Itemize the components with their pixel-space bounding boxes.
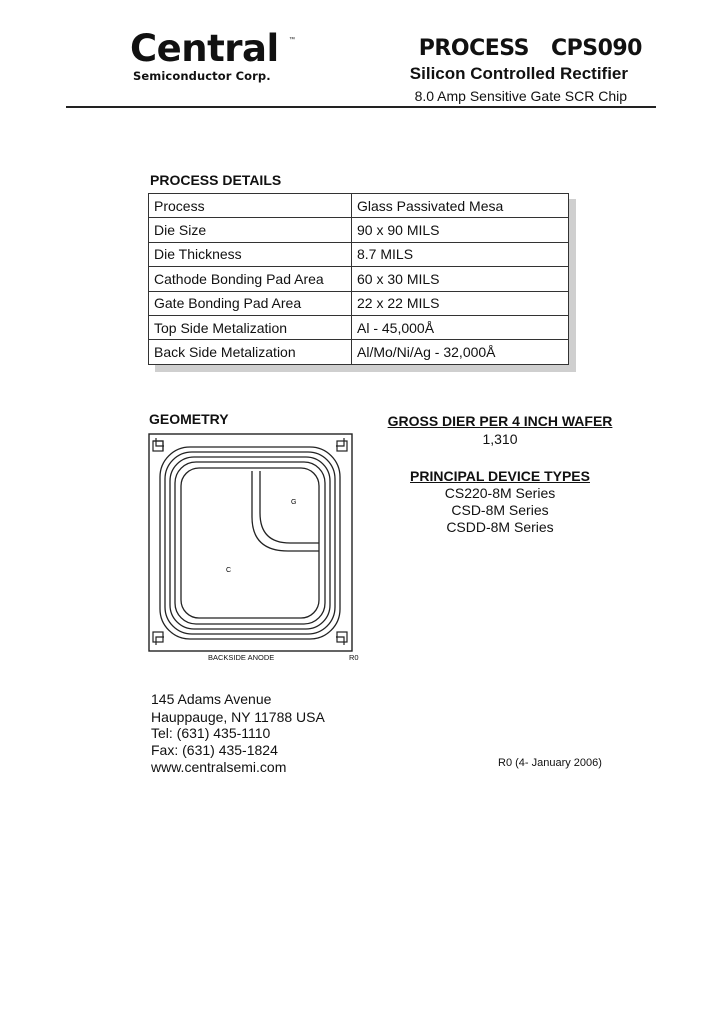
- row-value: Al/Mo/Ni/Ag - 32,000Å: [352, 340, 569, 364]
- table-row: [149, 194, 569, 218]
- gate-label: G: [291, 499, 297, 506]
- process-details-heading: PROCESS DETAILS: [150, 172, 282, 188]
- row-value: Al - 45,000Å: [352, 315, 569, 339]
- row-label: Process: [149, 194, 352, 218]
- row-value: 8.7 MILS: [352, 242, 569, 266]
- row-value: Glass Passivated Mesa: [352, 194, 569, 218]
- row-label: Die Size: [149, 218, 352, 242]
- table-row: [149, 242, 569, 266]
- process-code: CPS090: [550, 36, 642, 61]
- corner-marks: [153, 438, 347, 645]
- document-subtitle: 8.0 Amp Sensitive Gate SCR Chip: [414, 88, 627, 104]
- document-title: Silicon Controlled Rectifier: [409, 64, 628, 83]
- process-label: PROCESS: [418, 36, 529, 61]
- row-label: Cathode Bonding Pad Area: [149, 267, 352, 291]
- header-divider: [66, 106, 656, 108]
- document-revision: R0 (4- January 2006): [498, 757, 602, 769]
- device-type-item: CS220-8M Series: [444, 485, 556, 501]
- process-title: [419, 36, 642, 61]
- device-type-item: CSD-8M Series: [451, 502, 549, 518]
- table-row: [149, 340, 569, 364]
- geometry-heading: GEOMETRY: [149, 411, 229, 427]
- row-value: 90 x 90 MILS: [352, 218, 569, 242]
- row-value: 60 x 30 MILS: [352, 267, 569, 291]
- row-label: Top Side Metalization: [149, 315, 352, 339]
- company-subtitle: Semiconductor Corp.: [133, 69, 271, 83]
- device-type-item: CSDD-8M Series: [446, 519, 554, 535]
- backside-anode-label: BACKSIDE ANODE: [208, 653, 275, 662]
- address-tel: Tel: (631) 435-1110: [151, 725, 271, 741]
- table-row: [149, 267, 569, 291]
- website-link[interactable]: www.centralsemi.com: [151, 759, 287, 775]
- gross-die-heading: GROSS DIER PER 4 INCH WAFER: [387, 413, 613, 429]
- row-value: 22 x 22 MILS: [352, 291, 569, 315]
- table-row: [149, 218, 569, 242]
- address-fax: Fax: (631) 435-1824: [151, 742, 278, 758]
- trademark-symbol: ™: [289, 37, 295, 43]
- geometry-revision: R0: [349, 653, 359, 662]
- cathode-label: C: [226, 567, 232, 574]
- gross-die-value: 1,310: [482, 431, 518, 447]
- address-street: 145 Adams Avenue: [151, 691, 272, 707]
- row-label: Gate Bonding Pad Area: [149, 291, 352, 315]
- address-city: Hauppauge, NY 11788 USA: [151, 709, 325, 725]
- company-logo: Central: [130, 27, 279, 70]
- table-row: [149, 291, 569, 315]
- die-geometry-diagram: [148, 433, 360, 655]
- table-row: [149, 315, 569, 339]
- device-types-heading: PRINCIPAL DEVICE TYPES: [410, 468, 590, 484]
- row-label: Back Side Metalization: [149, 340, 352, 364]
- row-label: Die Thickness: [149, 242, 352, 266]
- process-details-table: [148, 193, 569, 365]
- gate-region: [252, 471, 319, 551]
